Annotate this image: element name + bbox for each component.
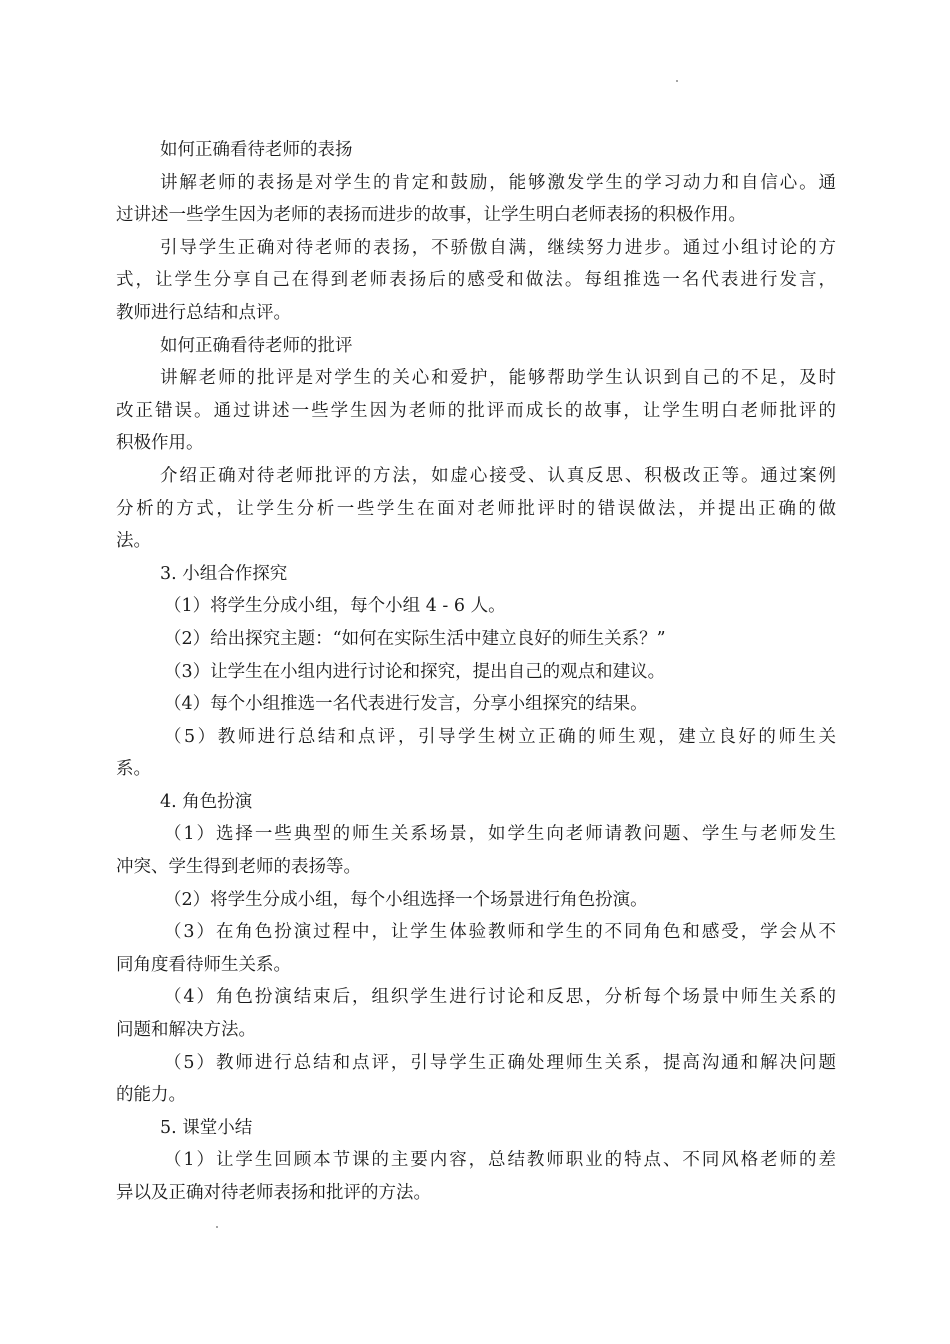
text-line: （1）让学生回顾本节课的主要内容，总结教师职业的特点、不同风格老师的差 — [164, 1150, 836, 1171]
text-line: 同角度看待师生关系。 — [116, 954, 291, 975]
text-line: 冲突、学生得到老师的表扬等。 — [116, 857, 361, 878]
document-body — [116, 134, 836, 1210]
text-line: 法。 — [116, 531, 151, 552]
text-line: 3. 小组合作探究 — [160, 563, 288, 584]
text-line: 如何正确看待老师的表扬 — [160, 140, 353, 160]
scan-mark-top — [676, 80, 678, 82]
text-line: 如何正确看待老师的批评 — [160, 335, 353, 356]
text-line: 系。 — [116, 759, 151, 780]
text-line: （2）将学生分成小组，每个小组选择一个场景进行角色扮演。 — [164, 889, 648, 910]
text-line: 4. 角色扮演 — [160, 791, 253, 812]
text-line: （2）给出探究主题：“如何在实际生活中建立良好的师生关系？” — [164, 628, 666, 649]
text-line: （4）角色扮演结束后，组织学生进行讨论和反思，分析每个场景中师生关系的 — [164, 987, 836, 1008]
text-line: （1）将学生分成小组，每个小组 4 - 6 人。 — [164, 596, 506, 617]
text-line: 教师进行总结和点评。 — [116, 302, 291, 323]
text-line: 改正错误。通过讲述一些学生因为老师的批评而成长的故事，让学生明白老师批评的 — [116, 400, 836, 421]
text-line: 介绍正确对待老师批评的方法，如虚心接受、认真反思、积极改正等。通过案例 — [160, 465, 836, 486]
text-line: 过讲述一些学生因为老师的表扬而进步的故事，让学生明白老师表扬的积极作用。 — [116, 205, 746, 226]
scan-mark-bottom — [216, 1226, 218, 1228]
text-line: 分析的方式，让学生分析一些学生在面对老师批评时的错误做法，并提出正确的做 — [116, 498, 836, 519]
text-line: （5）教师进行总结和点评，引导学生正确处理师生关系，提高沟通和解决问题 — [164, 1052, 836, 1073]
text-line: 5. 课堂小结 — [160, 1117, 253, 1138]
text-line: （5）教师进行总结和点评，引导学生树立正确的师生观，建立良好的师生关 — [164, 726, 836, 747]
text-line: 积极作用。 — [116, 433, 204, 454]
text-line: 引导学生正确对待老师的表扬，不骄傲自满，继续努力进步。通过小组讨论的方 — [160, 237, 836, 258]
text-line: 的能力。 — [116, 1085, 186, 1106]
text-line: （3）让学生在小组内进行讨论和探究，提出自己的观点和建议。 — [164, 661, 666, 682]
text-line: 异以及正确对待老师表扬和批评的方法。 — [116, 1183, 431, 1203]
text-line: （3）在角色扮演过程中，让学生体验教师和学生的不同角色和感受，学会从不 — [164, 922, 836, 943]
text-line: 式，让学生分享自己在得到老师表扬后的感受和做法。每组推选一名代表进行发言， — [116, 270, 836, 291]
text-line: （4）每个小组推选一名代表进行发言，分享小组探究的结果。 — [164, 694, 648, 715]
text-line: 问题和解决方法。 — [116, 1020, 256, 1041]
text-line: 讲解老师的表扬是对学生的肯定和鼓励，能够激发学生的学习动力和自信心。通 — [160, 172, 836, 193]
text-line: （1）选择一些典型的师生关系场景，如学生向老师请教问题、学生与老师发生 — [164, 824, 836, 845]
text-line: 讲解老师的批评是对学生的关心和爱护，能够帮助学生认识到自己的不足，及时 — [160, 368, 836, 389]
